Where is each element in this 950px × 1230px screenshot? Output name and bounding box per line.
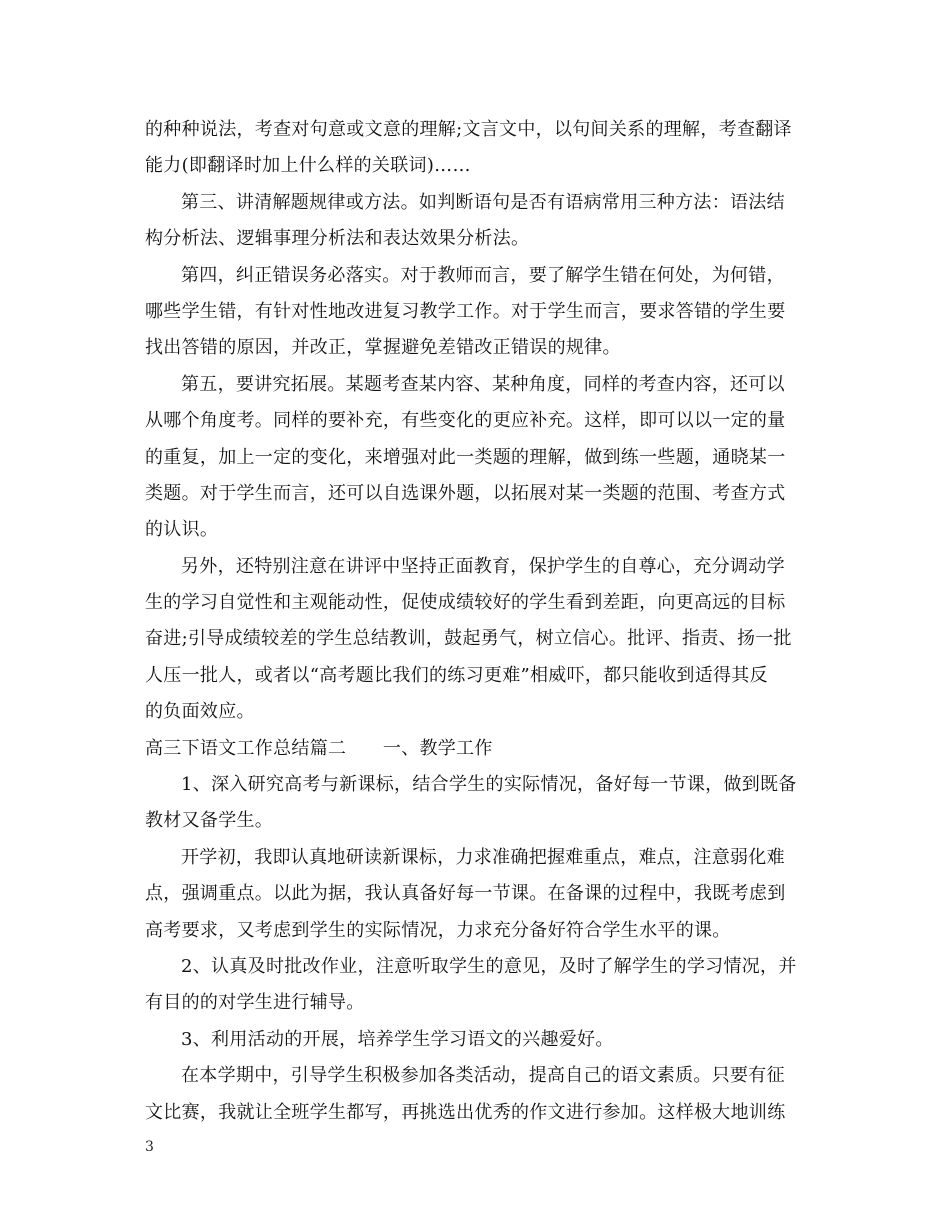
text-line: 开学初，我即认真地研读新课标，力求准确把握难重点，难点，注意弱化难 [181, 846, 785, 868]
text-line: 的重复，加上一定的变化，来增强对此一类题的理解，做到练一些题，通晓某一 [145, 446, 786, 468]
text-line: 奋进;引导成绩较差的学生总结教训，鼓起勇气，树立信心。批评、指责、扬一批 [145, 628, 792, 650]
text-line: 文比赛，我就让全班学生都写，再挑选出优秀的作文进行参加。这样极大地训练 [145, 1101, 786, 1123]
text-line: 构分析法、逻辑事理分析法和表达效果分析法。 [145, 228, 530, 250]
text-line: 的负面效应。 [145, 701, 255, 723]
text-line: 3、利用活动的开展，培养学生学习语文的兴趣爱好。 [181, 1028, 614, 1050]
text-line: 能力(即翻译时加上什么样的关联词)…… [145, 155, 471, 177]
text-line: 的种种说法，考查对句意或文意的理解;文言文中，以句间关系的理解，考查翻译 [145, 119, 792, 140]
text-line: 另外，还特别注意在讲评中坚持正面教育，保护学生的自尊心，充分调动学 [181, 555, 785, 577]
text-line: 点，强调重点。以此为据，我认真备好每一节课。在备课的过程中，我既考虑到 [145, 883, 786, 905]
text-line: 在本学期中，引导学生积极参加各类活动，提高自己的语文素质。只要有征 [181, 1065, 785, 1087]
text-line: 第三、讲清解题规律或方法。如判断语句是否有语病常用三种方法：语法结 [181, 191, 785, 213]
text-line: 的认识。 [145, 519, 219, 541]
text-line: 有目的的对学生进行辅导。 [145, 992, 365, 1014]
text-line: 找出答错的原因，并改正，掌握避免差错改正错误的规律。 [145, 337, 621, 359]
text-line: 1、深入研究高考与新课标，结合学生的实际情况，备好每一节课，做到既备 [181, 774, 797, 796]
text-line: 2、认真及时批改作业，注意听取学生的意见，及时了解学生的学习情况，并 [181, 955, 797, 977]
text-line: 人压一批人，或者以“高考题比我们的练习更难”相威吓，都只能收到适得其反 [145, 664, 768, 686]
text-line: 哪些学生错，有针对性地改进复习教学工作。对于学生而言，要求答错的学生要 [145, 300, 786, 322]
page-number: 3 [145, 1139, 154, 1155]
text-line: 高三下语文工作总结篇二 一、教学工作 [145, 737, 493, 759]
text-line: 第四，纠正错误务必落实。对于教师而言，要了解学生错在何处，为何错， [181, 264, 785, 286]
text-line: 类题。对于学生而言，还可以自选课外题，以拓展对某一类题的范围、考查方式 [145, 482, 786, 504]
text-line: 从哪个角度考。同样的要补充，有些变化的更应补充。这样，即可以以一定的量 [145, 410, 786, 432]
document-body [145, 112, 810, 1131]
text-line: 第五，要讲究拓展。某题考查某内容、某种角度，同样的考查内容，还可以 [181, 373, 785, 395]
text-line: 生的学习自觉性和主观能动性，促使成绩较好的学生看到差距，向更高远的目标 [145, 592, 786, 614]
text-line: 高考要求，又考虑到学生的实际情况，力求充分备好符合学生水平的课。 [145, 919, 731, 941]
text-line: 教材又备学生。 [145, 810, 274, 832]
